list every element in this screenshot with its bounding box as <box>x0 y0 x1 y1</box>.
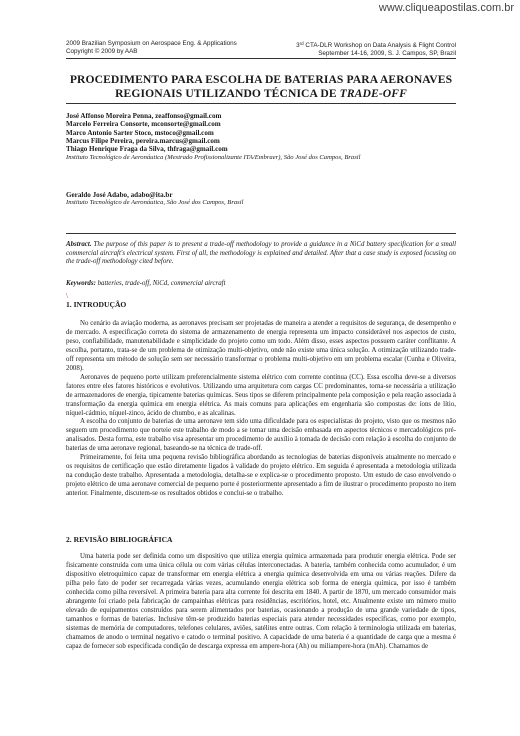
paragraph: A escolha do conjunto de baterias de uma aeronave tem sido uma dificuldade para os especialistas do projeto, visto que os mesmos não seguem um procedimento que norteie este trabalho de modo a se tomar uma decisão embasada em aspectos técnicos e mercadológicos pré-analisados. Desta forma, este trabalho visa apresentar um procedimento de auxílio à tomada de decisão com relação à escolha do conjunto de baterias de uma aeronave regional, baseando-se na técnica de trade-off. <box>66 418 456 453</box>
affiliation: Instituto Tecnológico de Aeronáutica (Mestrado Profissionalizante ITA/Embraer), São José dos Campos, Brasil <box>66 153 361 161</box>
running-header <box>66 40 456 57</box>
abstract-rule <box>66 233 456 234</box>
paragraph: Uma bateria pode ser definida como um dispositivo que utiliza energia química armazenada para produzir energia elétrica. Pode ser fisicamente construída com uma única célula ou com várias células interconectadas. A bateria, também conhecida como acumulador, é um dispositivo eletroquímico capaz de transformar em energia elétrica a energia química desenvolvida em uma ou várias reações. Difere da pilha pelo fato de poder ser recarregada várias vezes, acumulando energia elétrica sob forma de energia química, por isso é também conhecida como pilha reversível. A primeira bateria para alta corrente foi descrita em 1840. A partir de 1870, um mercado consumidor mais abrangente foi criado pela fabricação de campainhas elétricas para residências, escritórios, hotel, etc. Atualmente existe um número muito elevado de equipamentos construídos para serem alimentados por baterias, ocasionando a produção de uma grande variedade de tipos, tamanhos e formas de baterias. Inclusive têm-se produzido baterias especiais para atender necessidades específicas, como por exemplo, sistemas de memória de computadores, telefones celulares, aviões, satélites entre outras. Com relação à terminologia utilizada em baterias, chamamos de anodo o terminal negativo e catodo o terminal positivo. A capacidade de uma bateria é a quantidade de carga que a mesma é capaz de fornecer sob especificada condição de descarga expressa em ampere-hora (Ah) ou miliampere-hora (mAh). Chamamos de <box>66 553 456 650</box>
paragraph: Primeiramente, foi feita uma pequena revisão bibliográfica abordando as tecnologias de baterias disponíveis atualmente no mercado e os requisitos de certificação que estão diretamente ligados à validade do projeto elétrico. Em seguida é apresentada a metodologia utilizada na condução deste trabalho. Apresentada a metodologia, detalha-se e explica-se o procedimento proposto. Um estudo de caso envolvendo o projeto elétrico de uma aeronave comercial de pequeno porte é posteriormente apresentado a fim de ilustrar o procedimento proposto no item anterior. Finalmente, discutem-se os resultados obtidos e conclui-se o trabalho. <box>66 454 456 498</box>
keywords <box>66 280 456 289</box>
author-block-2 <box>66 191 466 208</box>
introduction-body <box>66 320 456 499</box>
stray-mark: \ <box>66 292 68 300</box>
title-line1: PROCEDIMENTO PARA ESCOLHA DE BATERIAS PARA AERONAVES <box>69 73 453 86</box>
workshop-name: 3rd CTA-DLR Workshop on Data Analysis & Flight Control <box>296 41 456 49</box>
author-name: Geraldo José Adabo, adabo@ita.br <box>66 191 173 199</box>
copyright: Copyright © 2009 by AAB <box>66 47 138 55</box>
header-rule <box>66 58 456 59</box>
keywords-label: Keywords: <box>66 280 96 287</box>
section-heading-review: 2. REVISÃO BIBLIOGRÁFICA <box>66 535 173 544</box>
paragraph: No cenário da aviação moderna, as aeronaves precisam ser projetadas de maneira a atender a requisitos de segurança, de desempenho e de mercado. A especificação correta do sistema de armazenamento de energia representa um impacto considerável nos aspectos de custo, peso, confiabilidade, manutenabilidade e simplicidade do projeto como um todo. Além disso, esses aspectos possuem caráter conflitante. A escolha, portanto, trata-se de um problema de otimização multi-objetivo, onde não existe uma única solução. A otimização utilizando trade-off representa um método de solução sem ser necessário transformar o problema multi-objetivo em um problema escalar (Cunha e Oliveira, 2008). <box>66 320 456 372</box>
title-line2: REGIONAIS UTILIZANDO TÉCNICA DE TRADE-OFF <box>115 86 407 100</box>
affiliation: Instituto Tecnológico de Aeronáutica, São José dos Campos, Brasil <box>66 199 244 207</box>
author-name: Thiago Henrique Fraga da Silva, thfraga@gmail.com <box>66 145 228 154</box>
section-heading-introduction: 1. INTRODUÇÃO <box>66 300 127 309</box>
header-right <box>296 40 456 57</box>
paragraph: Aeronaves de pequeno porte utilizam preferencialmente sistema elétrico com corrente contínua (CC). Essa escolha deve-se a diversos fatores entre eles fatores históricos e evolutivos. Utilizando uma arquitetura com cargas CC predominantes, torna-se necessária a utilização de armazenadores de energia, tipicamente baterias químicas. Seus tipos se diferem principalmente pela composição e pela reação associada à transformação da energia química em energia elétrica. As mais comuns para aplicações em engenharia são compostas de: íons de lítio, níquel-cádmio, níquel-zinco, ácido de chumbo, e as alcalinas. <box>66 373 456 417</box>
author-name: Marco Antonio Sarter Stoco, mstoco@gmail.com <box>66 128 214 137</box>
paper-title <box>66 73 456 100</box>
author-name: Marcelo Ferreira Consorte, mconsorte@gmail.com <box>66 120 221 129</box>
review-body <box>66 553 456 651</box>
workshop-date: September 14-16, 2009, S. J. Campos, SP, Brazil <box>318 49 456 57</box>
author-name: Marcus Filipe Pereira, pereira.marcus@gmail.com <box>66 137 220 146</box>
author-block <box>66 112 466 162</box>
abstract-label: Abstract. <box>66 241 92 248</box>
abstract <box>66 241 456 267</box>
keywords-text: batteries, trade-off, NiCd, commercial aircraft <box>95 280 226 287</box>
title-rule <box>66 103 456 104</box>
author-name: José Affonso Moreira Penna, zeaffonso@gmail.com <box>66 112 222 120</box>
abstract-text: The purpose of this paper is to present a trade-off methodology to provide a guidance in a NiCd battery specification for a small commercial aircraft's electrical system. First of all, the methodology is explained and detailed. After that a case study is exposed focusing on the trade-off methodology cited before. <box>66 241 456 266</box>
conference-name: 2009 Brazilian Symposium on Aerospace Eng. & Applications <box>66 40 237 47</box>
watermark: www.cliqueapostilas.com.br <box>378 2 514 14</box>
header-left <box>66 40 237 57</box>
